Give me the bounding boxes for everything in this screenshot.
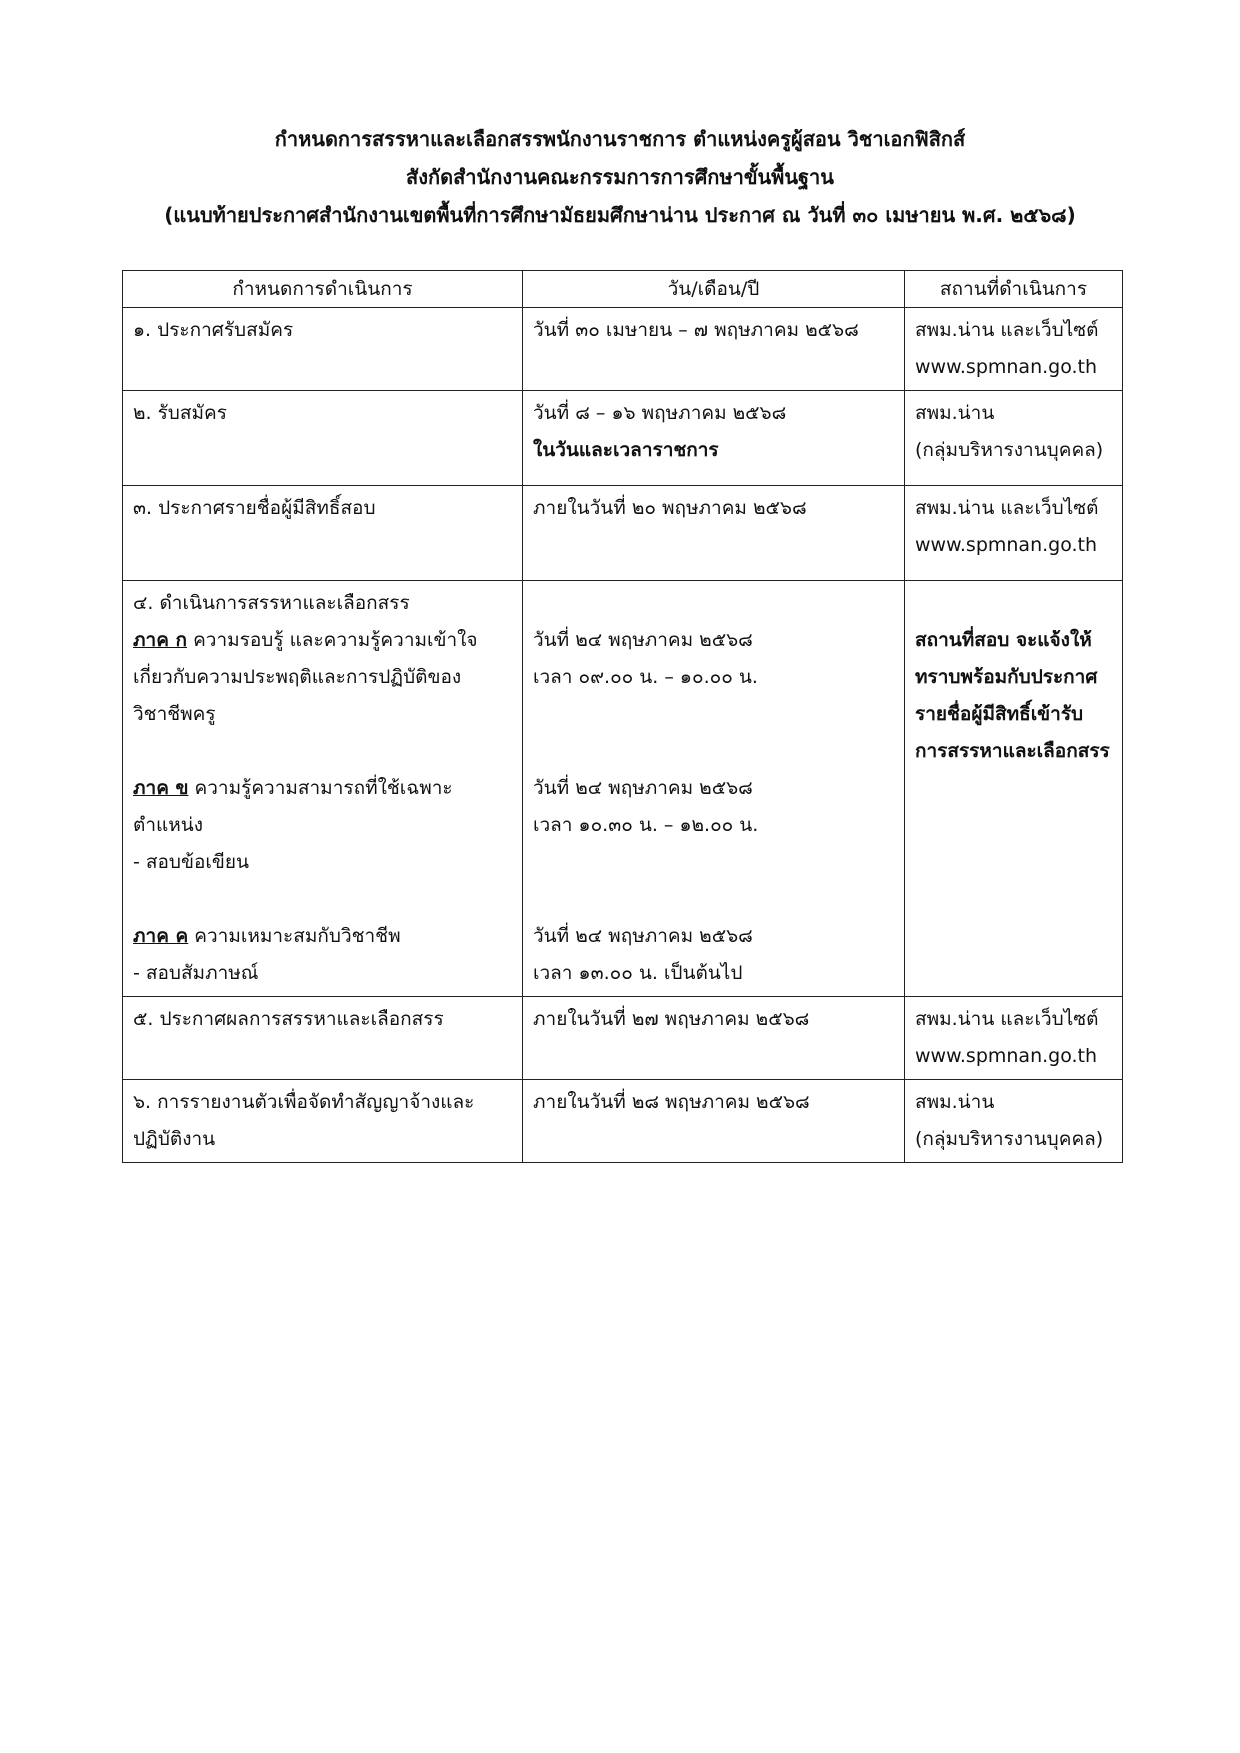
activity-text: ๖. การรายงานตัวเพื่อจัดทำสัญญาจ้างและปฏิบัติงาน — [133, 1091, 475, 1150]
activity-text: ๔. ดำเนินการสรรหาและเลือกสรร — [133, 592, 410, 614]
activity-text: ๒. รับสมัคร — [133, 402, 227, 424]
row-activity — [123, 486, 523, 581]
row-date — [523, 308, 905, 391]
place-subtext: (กลุ่มบริหารงานบุคคล) — [915, 1128, 1104, 1150]
part-a-label: ภาค ก — [133, 629, 188, 651]
row-place — [905, 308, 1123, 391]
row-activity — [123, 581, 523, 997]
table-row — [123, 997, 1123, 1080]
place-text: สพม.น่าน — [915, 1091, 995, 1113]
part-a-date: วันที่ ๒๔ พฤษภาคม ๒๕๖๘ — [533, 629, 753, 651]
table-row — [123, 308, 1123, 391]
part-a-time: เวลา ๐๙.๐๐ น. – ๑๐.๐๐ น. — [533, 666, 758, 688]
part-c-sub: - สอบสัมภาษณ์ — [133, 962, 259, 984]
table-row — [123, 391, 1123, 486]
header-activity: กำหนดการดำเนินการ — [123, 271, 523, 308]
part-c-date: วันที่ ๒๔ พฤษภาคม ๒๕๖๘ — [533, 925, 753, 947]
part-c — [133, 918, 512, 955]
place-text: สพม.น่าน และเว็บไซต์ — [915, 319, 1099, 341]
place-text: สพม.น่าน และเว็บไซต์ — [915, 497, 1099, 519]
exam-place-note: สถานที่สอบ จะแจ้งให้ทราบพร้อมกับประกาศรายชื่อผู้มีสิทธิ์เข้ารับการสรรหาและเลือกสรร — [915, 629, 1110, 762]
row-place — [905, 1080, 1123, 1163]
header-date: วัน/เดือน/ปี — [523, 271, 905, 308]
row-activity — [123, 391, 523, 486]
row-place — [905, 391, 1123, 486]
part-a — [133, 622, 512, 733]
date-text: วันที่ ๓๐ เมษายน – ๗ พฤษภาคม ๒๕๖๘ — [533, 319, 859, 341]
row-place — [905, 997, 1123, 1080]
header-place: สถานที่ดำเนินการ — [905, 271, 1123, 308]
date-text: ภายในวันที่ ๒๗ พฤษภาคม ๒๕๖๘ — [533, 1008, 810, 1030]
part-a-text: ความรอบรู้ และความรู้ความเข้าใจเกี่ยวกับความประพฤติและการปฏิบัติของวิชาชีพครู — [133, 629, 478, 725]
part-b-time: เวลา ๑๐.๓๐ น. – ๑๒.๐๐ น. — [533, 814, 759, 836]
place-text: สพม.น่าน และเว็บไซต์ — [915, 1008, 1099, 1030]
part-b-date: วันที่ ๒๔ พฤษภาคม ๒๕๖๘ — [533, 777, 753, 799]
row-activity — [123, 1080, 523, 1163]
activity-text: ๓. ประกาศรายชื่อผู้มีสิทธิ์สอบ — [133, 497, 376, 519]
part-c-label: ภาค ค — [133, 925, 189, 947]
row-date — [523, 391, 905, 486]
date-text: ภายในวันที่ ๒๘ พฤษภาคม ๒๕๖๘ — [533, 1091, 810, 1113]
place-subtext: (กลุ่มบริหารงานบุคคล) — [915, 439, 1104, 461]
activity-text: ๑. ประกาศรับสมัคร — [133, 319, 294, 341]
website-text: www.spmnan.go.th — [915, 534, 1098, 556]
activity-text: ๕. ประกาศผลการสรรหาและเลือกสรร — [133, 1008, 444, 1030]
row-date — [523, 581, 905, 997]
row-activity — [123, 308, 523, 391]
heading-line-1: กำหนดการสรรหาและเลือกสรรพนักงานราชการ ตำแหน่งครูผู้สอน วิชาเอกฟิสิกส์ — [274, 127, 966, 151]
part-c-text: ความเหมาะสมกับวิชาชีพ — [188, 925, 401, 947]
part-c-time: เวลา ๑๓.๐๐ น. เป็นต้นไป — [533, 962, 743, 984]
table-header-row — [123, 271, 1123, 308]
document-heading — [0, 120, 1240, 234]
heading-line-2: สังกัดสำนักงานคณะกรรมการการศึกษาขั้นพื้นฐาน — [406, 165, 834, 189]
heading-line-3: (แนบท้ายประกาศสำนักงานเขตพื้นที่การศึกษามัธยมศึกษาน่าน ประกาศ ณ วันที่ ๓๐ เมษายน พ.ศ. ๒๕๖๘) — [164, 203, 1076, 227]
table-row — [123, 581, 1123, 997]
row-activity — [123, 997, 523, 1080]
row-date — [523, 997, 905, 1080]
part-b-label: ภาค ข — [133, 777, 189, 799]
row-place — [905, 486, 1123, 581]
row-date — [523, 1080, 905, 1163]
part-b-text: ความรู้ความสามารถที่ใช้เฉพาะตำแหน่ง — [133, 777, 453, 836]
date-text: วันที่ ๘ – ๑๖ พฤษภาคม ๒๕๖๘ — [533, 402, 787, 424]
table-row — [123, 1080, 1123, 1163]
website-text: www.spmnan.go.th — [915, 1045, 1098, 1067]
part-b — [133, 770, 512, 844]
date-note: ในวันและเวลาราชการ — [533, 439, 719, 461]
date-text: ภายในวันที่ ๒๐ พฤษภาคม ๒๕๖๘ — [533, 497, 807, 519]
schedule-table — [122, 270, 1123, 1163]
table-row — [123, 486, 1123, 581]
row-date — [523, 486, 905, 581]
row-place — [905, 581, 1123, 997]
place-text: สพม.น่าน — [915, 402, 995, 424]
part-b-sub: - สอบข้อเขียน — [133, 851, 249, 873]
website-text: www.spmnan.go.th — [915, 356, 1098, 378]
